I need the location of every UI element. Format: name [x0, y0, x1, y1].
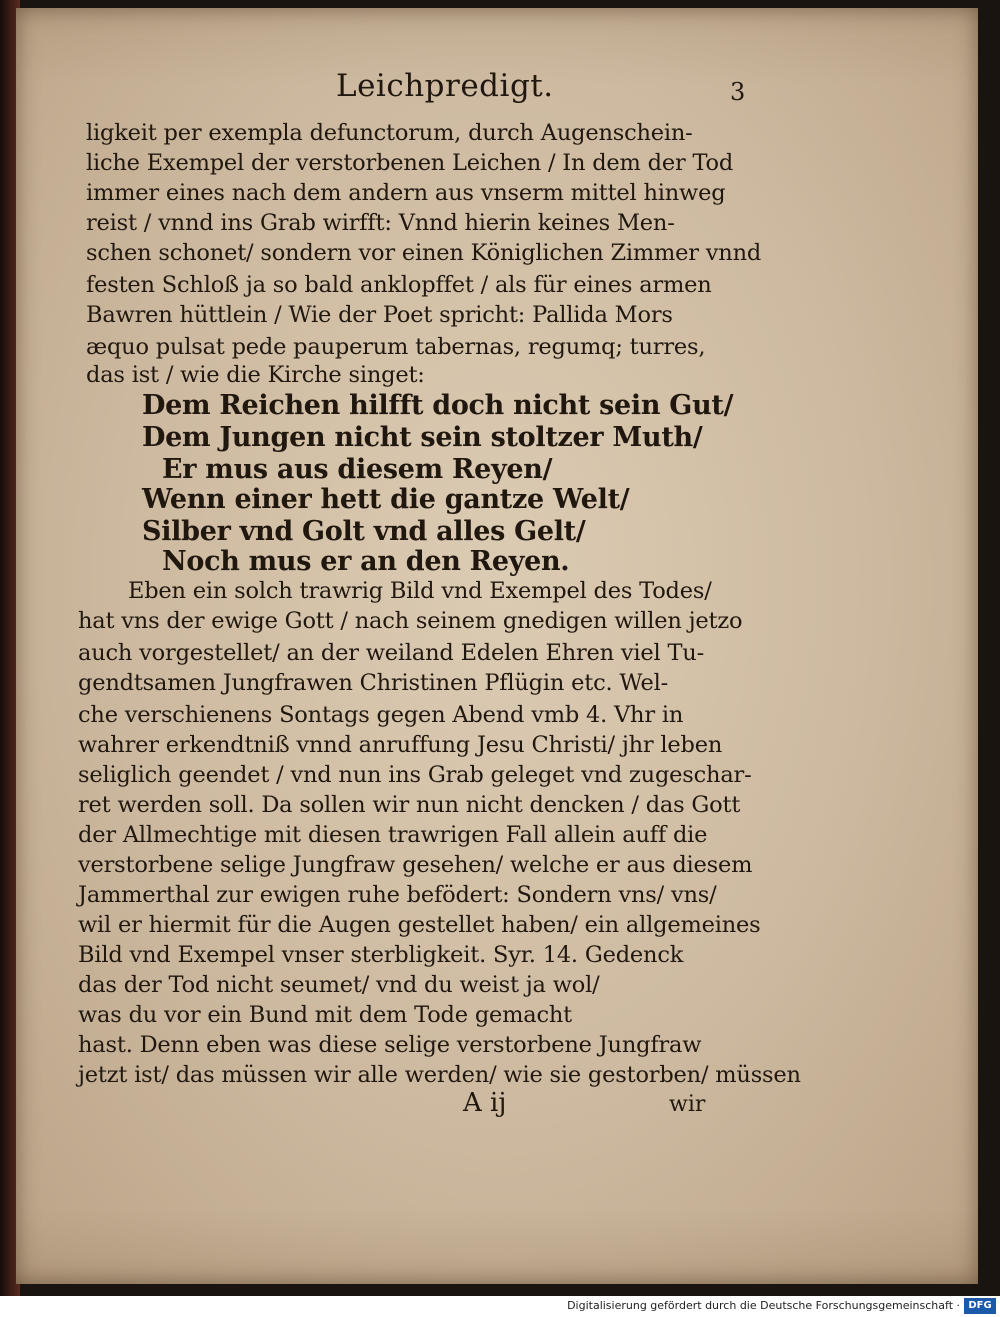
text-line: Bild vnd Exempel vnser sterbligkeit. Syr. 14. Gedenck — [78, 942, 684, 968]
text-line: wahrer erkendtniß vnnd anruffung Jesu Christi/ jhr leben — [78, 732, 723, 758]
text-line: das der Tod nicht seumet/ vnd du weist ja wol/ — [78, 972, 600, 998]
verse-line: Dem Reichen hilfft doch nicht sein Gut/ — [142, 390, 734, 421]
text-line: Eben ein solch trawrig Bild vnd Exempel des Todes/ — [128, 578, 712, 604]
text-line: hast. Denn eben was diese selige verstorbene Jungfraw — [78, 1032, 702, 1058]
catchword: wir — [669, 1092, 706, 1117]
text-line: Jammerthal zur ewigen ruhe befödert: Sondern vns/ vns/ — [78, 882, 717, 908]
text-line: ligkeit per exempla defunctorum, durch Augenschein- — [86, 120, 693, 146]
running-header: Leichpredigt. — [336, 68, 554, 104]
text-line: der Allmechtige mit diesen trawrigen Fall allein auff die — [78, 822, 708, 848]
text-line: gendtsamen Jungfrawen Christinen Pflügin etc. Wel- — [78, 670, 668, 696]
credit-bar — [0, 1296, 1000, 1317]
text-line: immer eines nach dem andern aus vnserm mittel hinweg — [86, 180, 726, 206]
verse-line: Noch mus er an den Reyen. — [162, 546, 570, 577]
text-line: schen schonet/ sondern vor einen Königlichen Zimmer vnnd — [86, 240, 762, 266]
verse-line: Silber vnd Golt vnd alles Gelt/ — [142, 516, 586, 547]
verse-line: Er mus aus diesem Reyen/ — [162, 454, 553, 485]
text-line: jetzt ist/ das müssen wir alle werden/ wie sie gestorben/ müssen — [78, 1062, 801, 1088]
text-line: liche Exempel der verstorbenen Leichen / In dem der Tod — [86, 150, 734, 176]
text-line: æquo pulsat pede pauperum tabernas, regumq; turres, — [86, 334, 706, 360]
text-line: auch vorgestellet/ an der weiland Edelen Ehren viel Tu- — [78, 640, 704, 666]
digitization-credit: Digitalisierung gefördert durch die Deutsche Forschungsgemeinschaft · — [567, 1299, 960, 1312]
text-line: Bawren hüttlein / Wie der Poet spricht: Pallida Mors — [86, 302, 673, 328]
verse-line: Dem Jungen nicht sein stoltzer Muth/ — [142, 422, 703, 453]
text-line: wil er hiermit für die Augen gestellet haben/ ein allgemeines — [78, 912, 761, 938]
page-number: 3 — [730, 78, 746, 106]
text-line: seliglich geendet / vnd nun ins Grab geleget vnd zugeschar- — [78, 762, 752, 788]
book-page — [16, 8, 978, 1284]
text-line: das ist / wie die Kirche singet: — [86, 362, 425, 388]
verse-line: Wenn einer hett die gantze Welt/ — [142, 484, 630, 515]
text-line: verstorbene selige Jungfraw gesehen/ welche er aus diesem — [78, 852, 753, 878]
text-line: hat vns der ewige Gott / nach seinem gnedigen willen jetzo — [78, 608, 743, 634]
text-line: reist / vnnd ins Grab wirfft: Vnnd hierin keines Men- — [86, 210, 675, 236]
page-text-block — [16, 8, 978, 1284]
text-line: che verschienens Sontags gegen Abend vmb 4. Vhr in — [78, 702, 684, 728]
dfg-logo: DFG — [964, 1298, 996, 1314]
text-line: was du vor ein Bund mit dem Tode gemacht — [78, 1002, 573, 1028]
signature-mark: A ij — [463, 1088, 507, 1118]
text-line: festen Schloß ja so bald anklopffet / als für eines armen — [86, 272, 712, 298]
text-line: ret werden soll. Da sollen wir nun nicht dencken / das Gott — [78, 792, 741, 818]
